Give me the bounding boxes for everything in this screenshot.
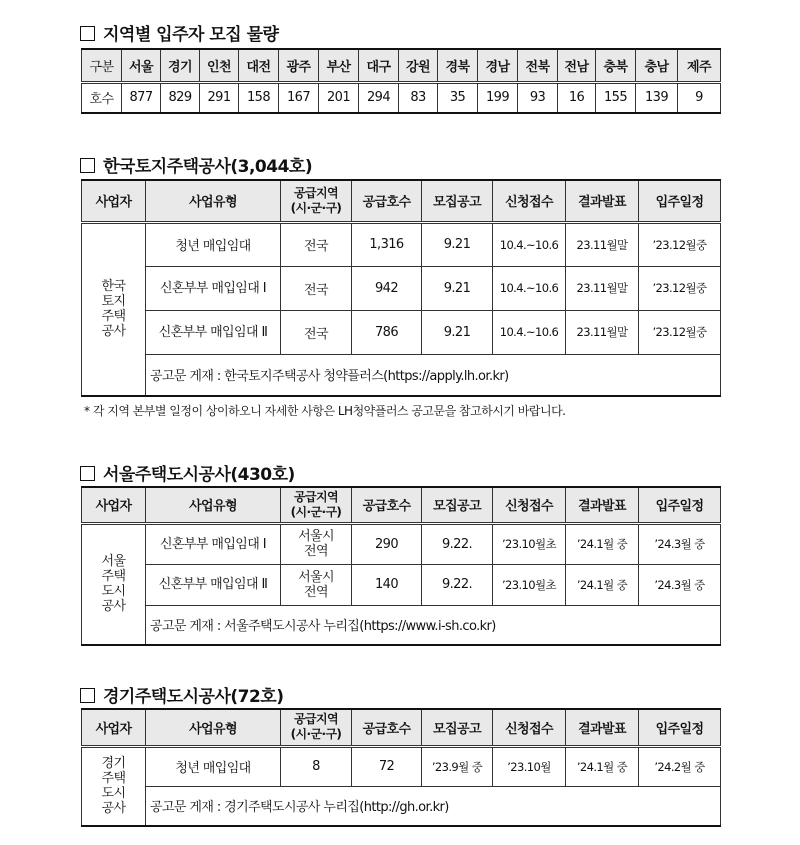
units-cell: 942 <box>352 266 422 310</box>
type-cell: 청년 매입임대 <box>146 222 281 266</box>
region-value: 139 <box>636 82 678 113</box>
type-cell: 신혼부부 매입임대 Ⅱ <box>146 564 281 605</box>
col-operator: 사업자 <box>82 487 146 523</box>
notice-row <box>82 354 721 396</box>
gh-table <box>81 708 721 827</box>
apply-cell: ’23.10월 <box>493 746 566 786</box>
area-cell: 서울시 전역 <box>281 564 352 605</box>
apply-cell: 10.4.~10.6 <box>493 310 566 354</box>
units-cell: 140 <box>352 564 422 605</box>
region-header: 대전 <box>239 49 279 82</box>
notice-cell: 9.21 <box>422 222 493 266</box>
result-cell: ’24.1월 중 <box>566 746 639 786</box>
movein-cell: ’24.2월 중 <box>639 746 721 786</box>
area-cell: 전국 <box>281 266 352 310</box>
table-row <box>82 310 721 354</box>
notice-cell: 9.22. <box>422 523 493 564</box>
region-header: 부산 <box>319 49 359 82</box>
footnote: * 각 지역 본부별 일정이 상이하오니 자세한 사항은 LH청약플러스 공고문을 참고하시기 바랍니다. <box>84 404 566 418</box>
result-cell: 23.11월말 <box>566 310 639 354</box>
notice-row <box>82 786 721 826</box>
region-header: 경남 <box>478 49 518 82</box>
region-value: 829 <box>161 82 200 113</box>
type-cell: 청년 매입임대 <box>146 746 281 786</box>
result-cell: 23.11월말 <box>566 222 639 266</box>
movein-cell: ’23.12월중 <box>639 310 721 354</box>
notice-text: 공고문 게재 : 경기주택도시공사 누리집(http://gh.or.kr) <box>146 786 721 826</box>
section-title-lh <box>80 152 312 177</box>
col-area-line1: 공급지역 <box>294 712 338 727</box>
col-apply: 신청접수 <box>493 180 566 222</box>
col-area-line2: (시·군·구) <box>290 727 342 742</box>
units-cell: 72 <box>352 746 422 786</box>
units-cell: 786 <box>352 310 422 354</box>
type-cell: 신혼부부 매입임대 Ⅰ <box>146 523 281 564</box>
area-cell: 전국 <box>281 222 352 266</box>
checkbox-square-icon <box>80 688 95 703</box>
col-apply: 신청접수 <box>493 709 566 746</box>
region-header: 인천 <box>200 49 239 82</box>
region-value: 201 <box>319 82 359 113</box>
col-result: 결과발표 <box>566 709 639 746</box>
operator-cell: 한국 토지 주택 공사 <box>82 222 146 396</box>
movein-cell: ’23.12월중 <box>639 222 721 266</box>
region-header-row <box>82 49 721 82</box>
area-cell: 서울시 전역 <box>281 523 352 564</box>
region-value: 199 <box>478 82 518 113</box>
sh-header-row <box>82 487 721 523</box>
area-cell: 전국 <box>281 310 352 354</box>
region-value: 35 <box>438 82 478 113</box>
section-title-text: 서울주택도시공사(430호) <box>103 465 295 485</box>
col-units: 공급호수 <box>352 487 422 523</box>
section-title-region <box>80 20 278 45</box>
movein-cell: ’24.3월 중 <box>639 564 721 605</box>
region-value: 93 <box>518 82 558 113</box>
notice-cell: 9.22. <box>422 564 493 605</box>
col-area <box>281 487 352 523</box>
table-row <box>82 523 721 564</box>
col-notice: 모집공고 <box>422 180 493 222</box>
checkbox-square-icon <box>80 26 95 41</box>
col-area <box>281 709 352 746</box>
col-movein: 입주일정 <box>639 709 721 746</box>
col-operator: 사업자 <box>82 709 146 746</box>
operator-cell: 서울 주택 도시 공사 <box>82 523 146 645</box>
region-header: 강원 <box>399 49 438 82</box>
region-value: 155 <box>596 82 636 113</box>
col-type: 사업유형 <box>146 487 281 523</box>
movein-cell: ’23.12월중 <box>639 266 721 310</box>
col-apply: 신청접수 <box>493 487 566 523</box>
notice-row <box>82 605 721 645</box>
region-table <box>81 48 721 114</box>
checkbox-square-icon <box>80 466 95 481</box>
region-value: 291 <box>200 82 239 113</box>
col-area-line1: 공급지역 <box>294 489 338 504</box>
section-title-text: 지역별 입주자 모집 물량 <box>103 25 279 45</box>
col-area <box>281 180 352 222</box>
region-header: 구분 <box>82 49 122 82</box>
region-value: 167 <box>279 82 319 113</box>
region-value: 호수 <box>82 82 122 113</box>
col-notice: 모집공고 <box>422 487 493 523</box>
region-header: 전북 <box>518 49 558 82</box>
apply-cell: ’23.10월초 <box>493 523 566 564</box>
region-header: 충북 <box>596 49 636 82</box>
region-value: 9 <box>678 82 721 113</box>
col-units: 공급호수 <box>352 180 422 222</box>
region-header: 충남 <box>636 49 678 82</box>
region-value: 294 <box>359 82 399 113</box>
table-row <box>82 564 721 605</box>
col-movein: 입주일정 <box>639 180 721 222</box>
section-title-text: 한국토지주택공사(3,044호) <box>103 157 313 177</box>
result-cell: ’24.1월 중 <box>566 523 639 564</box>
movein-cell: ’24.3월 중 <box>639 523 721 564</box>
col-result: 결과발표 <box>566 487 639 523</box>
section-title-text: 경기주택도시공사(72호) <box>103 687 284 707</box>
section-title-sh <box>80 460 295 485</box>
region-header: 경기 <box>161 49 200 82</box>
lh-table <box>81 179 721 397</box>
table-row <box>82 746 721 786</box>
table-row <box>82 222 721 266</box>
notice-text: 공고문 게재 : 한국토지주택공사 청약플러스(https://apply.lh.or.kr) <box>146 354 721 396</box>
region-value: 83 <box>399 82 438 113</box>
checkbox-square-icon <box>80 158 95 173</box>
col-area-line2: (시·군·구) <box>290 504 342 519</box>
type-cell: 신혼부부 매입임대 Ⅰ <box>146 266 281 310</box>
region-header: 전남 <box>558 49 596 82</box>
section-title-gh <box>80 682 284 707</box>
region-value: 158 <box>239 82 279 113</box>
col-type: 사업유형 <box>146 709 281 746</box>
sh-table <box>81 486 721 646</box>
result-cell: ’24.1월 중 <box>566 564 639 605</box>
col-movein: 입주일정 <box>639 487 721 523</box>
col-area-line1: 공급지역 <box>294 185 338 200</box>
notice-cell: ’23.9월 중 <box>422 746 493 786</box>
col-result: 결과발표 <box>566 180 639 222</box>
operator-cell: 경기 주택 도시 공사 <box>82 746 146 826</box>
region-header: 제주 <box>678 49 721 82</box>
region-value-row <box>82 82 721 113</box>
region-header: 서울 <box>122 49 161 82</box>
gh-header-row <box>82 709 721 746</box>
col-operator: 사업자 <box>82 180 146 222</box>
region-value: 16 <box>558 82 596 113</box>
notice-cell: 9.21 <box>422 310 493 354</box>
col-notice: 모집공고 <box>422 709 493 746</box>
region-value: 877 <box>122 82 161 113</box>
area-cell: 8 <box>281 746 352 786</box>
units-cell: 290 <box>352 523 422 564</box>
table-row <box>82 266 721 310</box>
result-cell: 23.11월말 <box>566 266 639 310</box>
apply-cell: 10.4.~10.6 <box>493 266 566 310</box>
region-header: 대구 <box>359 49 399 82</box>
region-header: 광주 <box>279 49 319 82</box>
notice-cell: 9.21 <box>422 266 493 310</box>
type-cell: 신혼부부 매입임대 Ⅱ <box>146 310 281 354</box>
units-cell: 1,316 <box>352 222 422 266</box>
apply-cell: ’23.10월초 <box>493 564 566 605</box>
apply-cell: 10.4.~10.6 <box>493 222 566 266</box>
region-header: 경북 <box>438 49 478 82</box>
lh-header-row <box>82 180 721 222</box>
notice-text: 공고문 게재 : 서울주택도시공사 누리집(https://www.i-sh.co.kr) <box>146 605 721 645</box>
col-units: 공급호수 <box>352 709 422 746</box>
col-area-line2: (시·군·구) <box>290 200 342 215</box>
col-type: 사업유형 <box>146 180 281 222</box>
